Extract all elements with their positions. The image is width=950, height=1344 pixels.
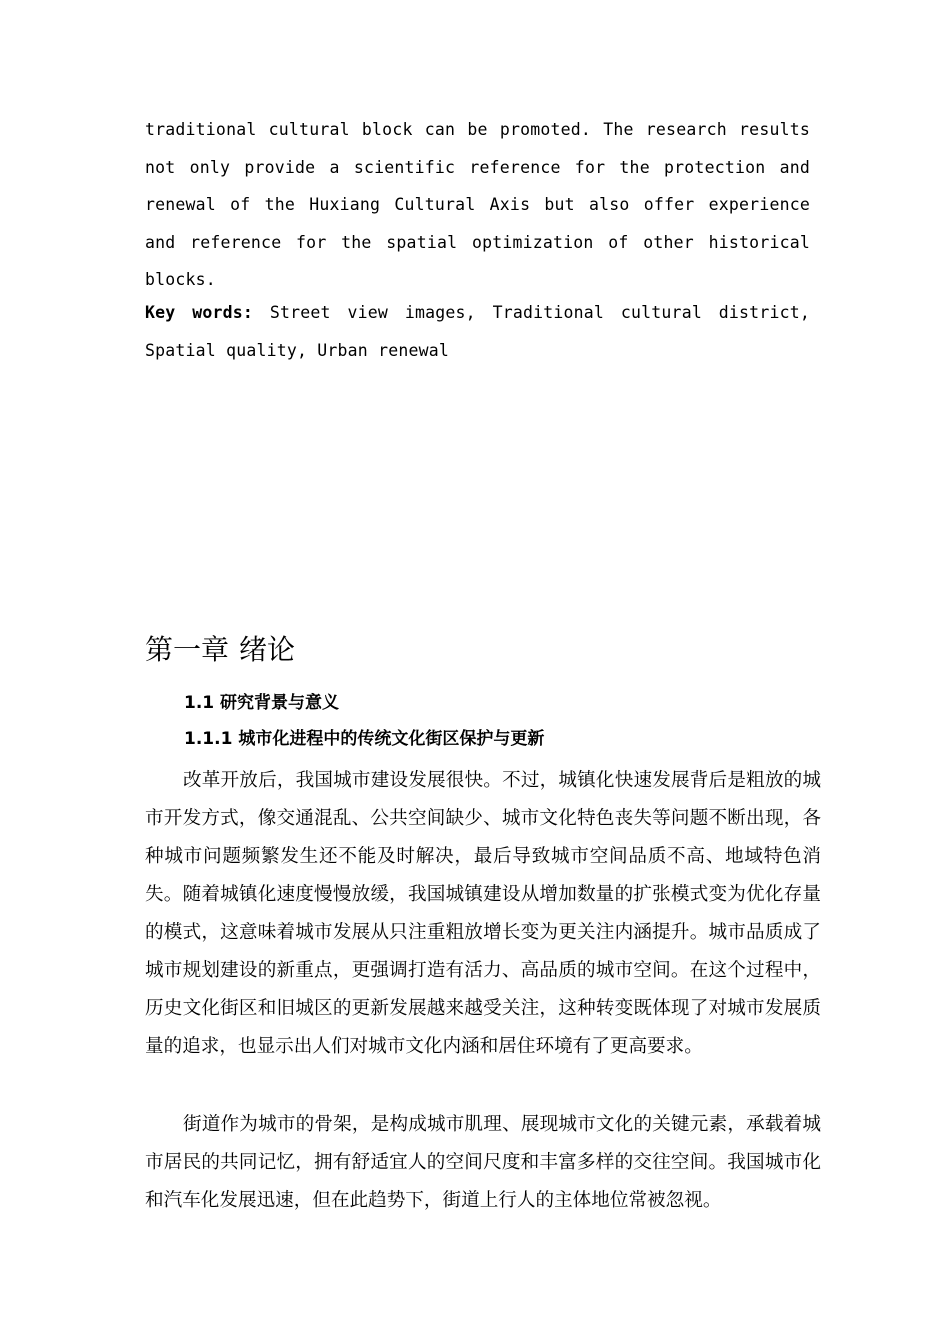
section-number: 1.1 (184, 693, 215, 713)
subsection-heading (184, 725, 544, 753)
section-heading (184, 689, 339, 717)
abstract-paragraph: traditional cultural block can be promoted. The research results not only provide a scientific reference for the protection and renewal of the Huxiang Cultural Axis but also offer experience and reference for the spatial optimization of other historical blocks. (145, 120, 810, 289)
chapter-name: 绪论 (239, 633, 296, 666)
chapter-title (145, 626, 295, 674)
subsection-title: 城市化进程中的传统文化街区保护与更新 (238, 729, 545, 749)
section-title: 研究背景与意义 (220, 693, 340, 713)
keywords-label: Key words: (145, 303, 254, 322)
subsection-number: 1.1.1 (184, 729, 233, 749)
keywords-line (145, 294, 810, 369)
body-paragraph: 街道作为城市的骨架，是构成城市肌理、展现城市文化的关键元素，承载着城市居民的共同记忆，拥有舒适宜人的空间尺度和丰富多样的交往空间。我国城市化和汽车化发展迅速，但在此趋势下，街道上行人的主体地位常被忽视。 (145, 1114, 821, 1211)
chapter-number: 第一章 (145, 633, 230, 666)
body-paragraph: 改革开放后，我国城市建设发展很快。不过，城镇化快速发展背后是粗放的城市开发方式，像交通混乱、公共空间缺少、城市文化特色丧失等问题不断出现，各种城市问题频繁发生还不能及时解决，最后导致城市空间品质不高、地域特色消失。随着城镇化速度慢慢放缓，我国城镇建设从增加数量的扩张模式变为优化存量的模式，这意味着城市发展从只注重粗放增长变为更关注内涵提升。城市品质成了城市规划建设的新重点，更强调打造有活力、高品质的城市空间。在这个过程中，历史文化街区和旧城区的更新发展越来越受关注，这种转变既体现了对城市发展质量的追求，也显示出人们对城市文化内涵和居住环境有了更高要求。 (145, 770, 821, 1057)
keywords-text: Street view images, Traditional cultural district, Spatial quality, Urban renewal (145, 303, 810, 360)
